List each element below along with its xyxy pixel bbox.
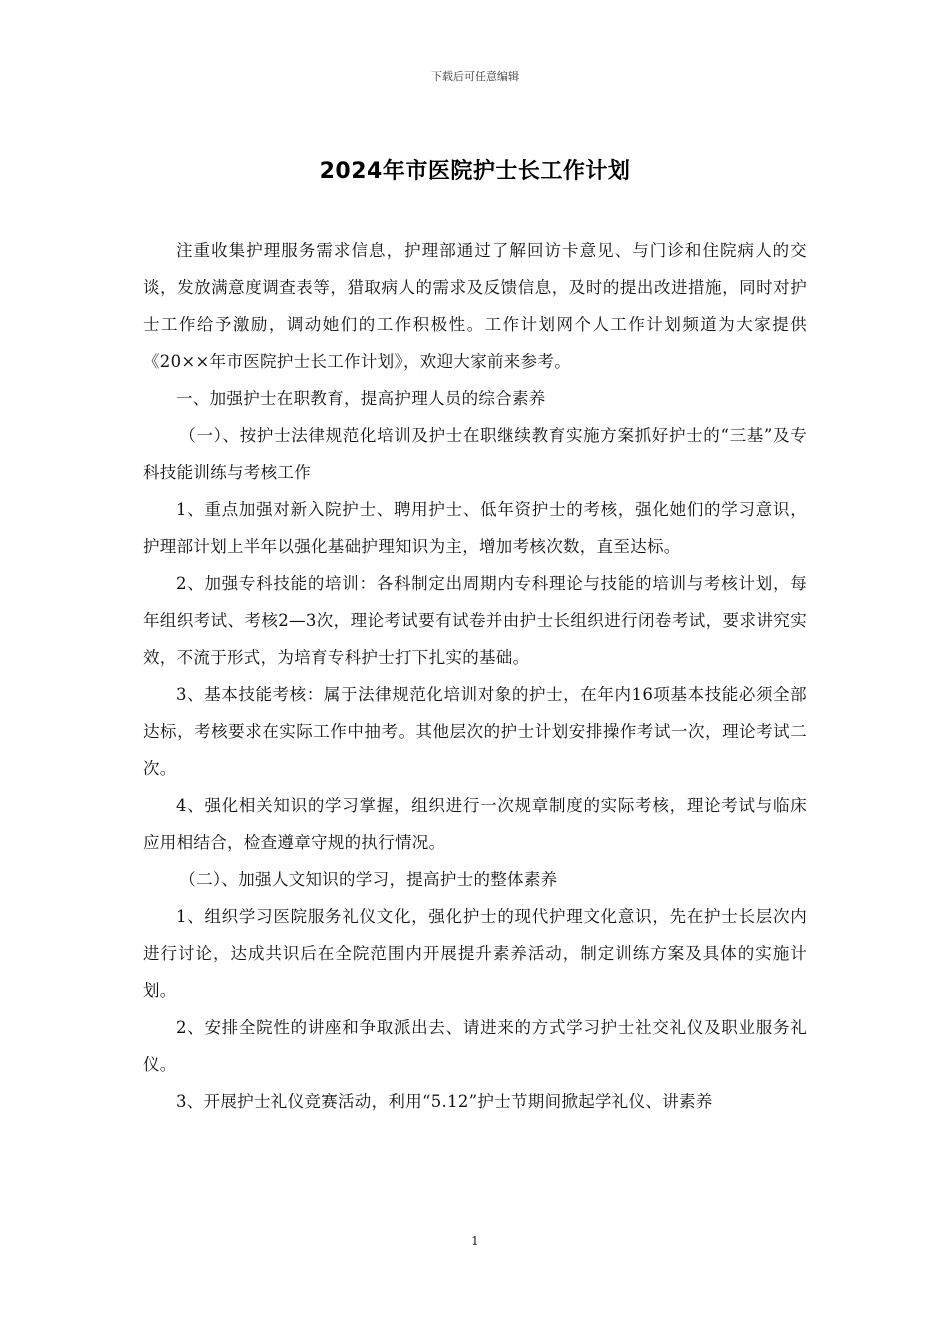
paragraph-item-4: 4、强化相关知识的学习掌握，组织进行一次规章制度的实际考核，理论考试与临床应用相结合，检查遵章守规的执行情况。 bbox=[143, 796, 807, 852]
document-title: 2024年市医院护士长工作计划 bbox=[319, 159, 631, 184]
paragraph-item-2: 2、加强专科技能的培训：各科制定出周期内专科理论与技能的培训与考核计划，每年组织考试、考核2—3次，理论考试要有试卷并由护士长组织进行闭卷考试，要求讲究实效，不流于形式，为培育专科护士打下扎实的基础。 bbox=[143, 574, 807, 667]
paragraph-item-7: 3、开展护士礼仪竞赛活动，利用“5.12”护士节期间掀起学礼仪、讲素养 bbox=[176, 1092, 713, 1111]
subsection-heading-2: （二）、加强人文知识的学习，提高护士的整体素养 bbox=[179, 870, 558, 889]
paragraph-item-1: 1、重点加强对新入院护士、聘用护士、低年资护士的考核，强化她们的学习意识，护理部计划上半年以强化基础护理知识为主，增加考核次数，直至达标。 bbox=[143, 500, 807, 556]
header-note: 下载后可任意编辑 bbox=[431, 70, 519, 83]
section-heading-1: 一、加强护士在职教育，提高护理人员的综合素养 bbox=[176, 389, 546, 408]
page-number: 1 bbox=[471, 1234, 479, 1248]
document-body bbox=[143, 232, 807, 1120]
paragraph-item-5: 1、组织学习医院服务礼仪文化，强化护士的现代护理文化意识，先在护士长层次内进行讨论，达成共识后在全院范围内开展提升素养活动，制定训练方案及具体的实施计划。 bbox=[143, 907, 807, 1000]
paragraph-intro: 注重收集护理服务需求信息，护理部通过了解回访卡意见、与门诊和住院病人的交谈，发放满意度调查表等，猎取病人的需求及反馈信息，及时的提出改进措施，同时对护士工作给予激励，调动她们的工作积极性。工作计划网个人工作计划频道为大家提供《20××年市医院护士长工作计划》，欢迎大家前来参考。 bbox=[143, 241, 807, 371]
subsection-heading-1: （一）、按护士法律规范化培训及护士在职继续教育实施方案抓好护士的“三基”及专科技能训练与考核工作 bbox=[143, 426, 807, 482]
paragraph-item-3: 3、基本技能考核：属于法律规范化培训对象的护士，在年内16项基本技能必须全部达标，考核要求在实际工作中抽考。其他层次的护士计划安排操作考试一次，理论考试二次。 bbox=[143, 685, 807, 778]
paragraph-item-6: 2、安排全院性的讲座和争取派出去、请进来的方式学习护士社交礼仪及职业服务礼仪。 bbox=[143, 1018, 807, 1074]
